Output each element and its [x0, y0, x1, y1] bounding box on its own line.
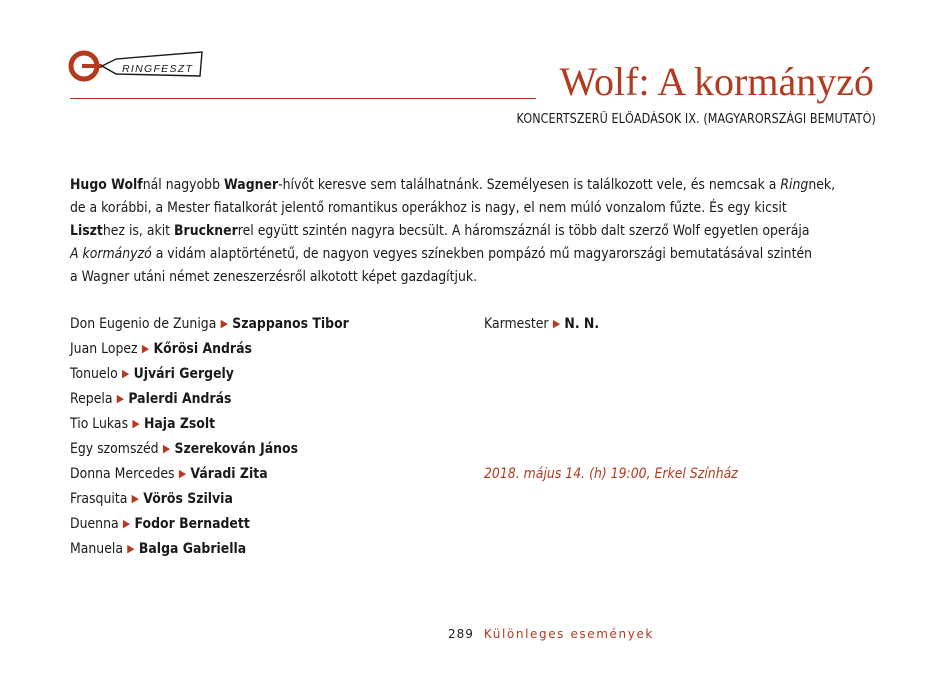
intro-italic: A kormányzó	[70, 246, 152, 262]
intro-line	[70, 174, 896, 197]
singer-name: Palerdi András	[128, 391, 232, 407]
cast-row	[70, 387, 349, 412]
role-name: Tonuelo	[70, 366, 118, 382]
cast-row	[70, 462, 349, 487]
right-triangle-icon: ▶	[122, 367, 130, 380]
cast-row	[70, 512, 349, 537]
header-rule	[70, 98, 536, 99]
intro-line: de a korábbi, a Mester fiatalkorát jelentő romantikus operákhoz is nagy, el nem múló vonzalom fűzte. És egy kicsit	[70, 200, 787, 216]
role-name: Repela	[70, 391, 113, 407]
singer-name: Kőrösi András	[153, 341, 252, 357]
right-triangle-icon: ▶	[132, 417, 140, 430]
role-name: Egy szomszéd	[70, 441, 159, 457]
section-name: Különleges események	[483, 627, 654, 641]
singer-name: Haja Zsolt	[143, 416, 216, 432]
intro-bold: Hugo Wolf	[70, 177, 143, 193]
singer-name: Ujvári Gergely	[133, 366, 234, 382]
intro-text: rel együtt szintén nagyra becsült. A háromszáznál is több dalt szerző Wolf egyetlen operája	[237, 223, 810, 239]
intro-text: nál nagyobb	[142, 177, 224, 193]
conductor-role: Karmester	[484, 316, 549, 332]
cast-row	[70, 487, 349, 512]
intro-italic: Ring	[780, 177, 809, 193]
intro-bold: Wagner	[223, 177, 279, 193]
right-triangle-icon: ▶	[220, 317, 228, 330]
page-title: Wolf: A kormányzó	[559, 59, 874, 104]
intro-text: nek,	[808, 177, 836, 193]
intro-bold: Liszt	[70, 223, 103, 239]
cast-row	[70, 412, 349, 437]
cast-list	[70, 312, 349, 562]
singer-name: Szerekován János	[174, 441, 298, 457]
intro-line	[70, 243, 896, 266]
right-triangle-icon: ▶	[127, 542, 135, 555]
cast-row	[70, 437, 349, 462]
role-name: Frasquita	[70, 491, 128, 507]
right-triangle-icon: ▶	[178, 467, 187, 480]
conductor-line	[484, 312, 599, 337]
ringfeszt-logo-icon	[68, 46, 208, 86]
right-triangle-icon: ▶	[552, 317, 561, 330]
intro-text: -hívőt keresve sem találhatnánk. Személyesen is találkozott vele, és nemcsak a	[278, 177, 781, 193]
right-triangle-icon: ▶	[131, 492, 139, 505]
singer-name: Fodor Bernadett	[134, 516, 250, 532]
singer-name: Váradi Zita	[190, 466, 268, 482]
intro-line	[70, 220, 896, 243]
right-triangle-icon: ▶	[116, 392, 125, 405]
singer-name: Vörös Szilvia	[143, 491, 233, 507]
page-subtitle: KONCERTSZERŰ ELŐADÁSOK IX. (MAGYARORSZÁGI BEMUTATÓ)	[516, 112, 876, 127]
role-name: Don Eugenio de Zuniga	[70, 316, 217, 332]
intro-paragraph	[70, 174, 896, 289]
right-triangle-icon: ▶	[122, 517, 131, 530]
right-triangle-icon: ▶	[162, 442, 171, 455]
cast-row	[70, 362, 349, 387]
role-name: Juan Lopez	[70, 341, 138, 357]
role-name: Duenna	[70, 516, 119, 532]
cast-row	[70, 312, 349, 337]
role-name: Donna Mercedes	[70, 466, 175, 482]
cast-row	[70, 537, 349, 562]
performance-date: 2018. május 14. (h) 19:00, Erkel Színház	[484, 466, 738, 482]
right-triangle-icon: ▶	[141, 342, 150, 355]
intro-text: hez is, akit	[102, 223, 175, 239]
intro-line: a Wagner utáni német zeneszerzésről alkotott képet gazdagítjuk.	[70, 269, 478, 285]
role-name: Manuela	[70, 541, 123, 557]
page-footer	[448, 627, 654, 641]
singer-name: Balga Gabriella	[138, 541, 247, 557]
intro-bold: Bruckner	[174, 223, 238, 239]
logo-text: RINGFESZT	[122, 63, 194, 75]
role-name: Tio Lukas	[70, 416, 129, 432]
conductor-name: N. N.	[564, 316, 600, 332]
singer-name: Szappanos Tibor	[232, 316, 349, 332]
ringfeszt-logo	[68, 46, 208, 86]
intro-text: a vidám alaptörténetű, de nagyon vegyes színekben pompázó mű magyarországi bemutatásával szintén	[151, 246, 813, 262]
page-number: 289	[448, 627, 474, 641]
cast-row	[70, 337, 349, 362]
